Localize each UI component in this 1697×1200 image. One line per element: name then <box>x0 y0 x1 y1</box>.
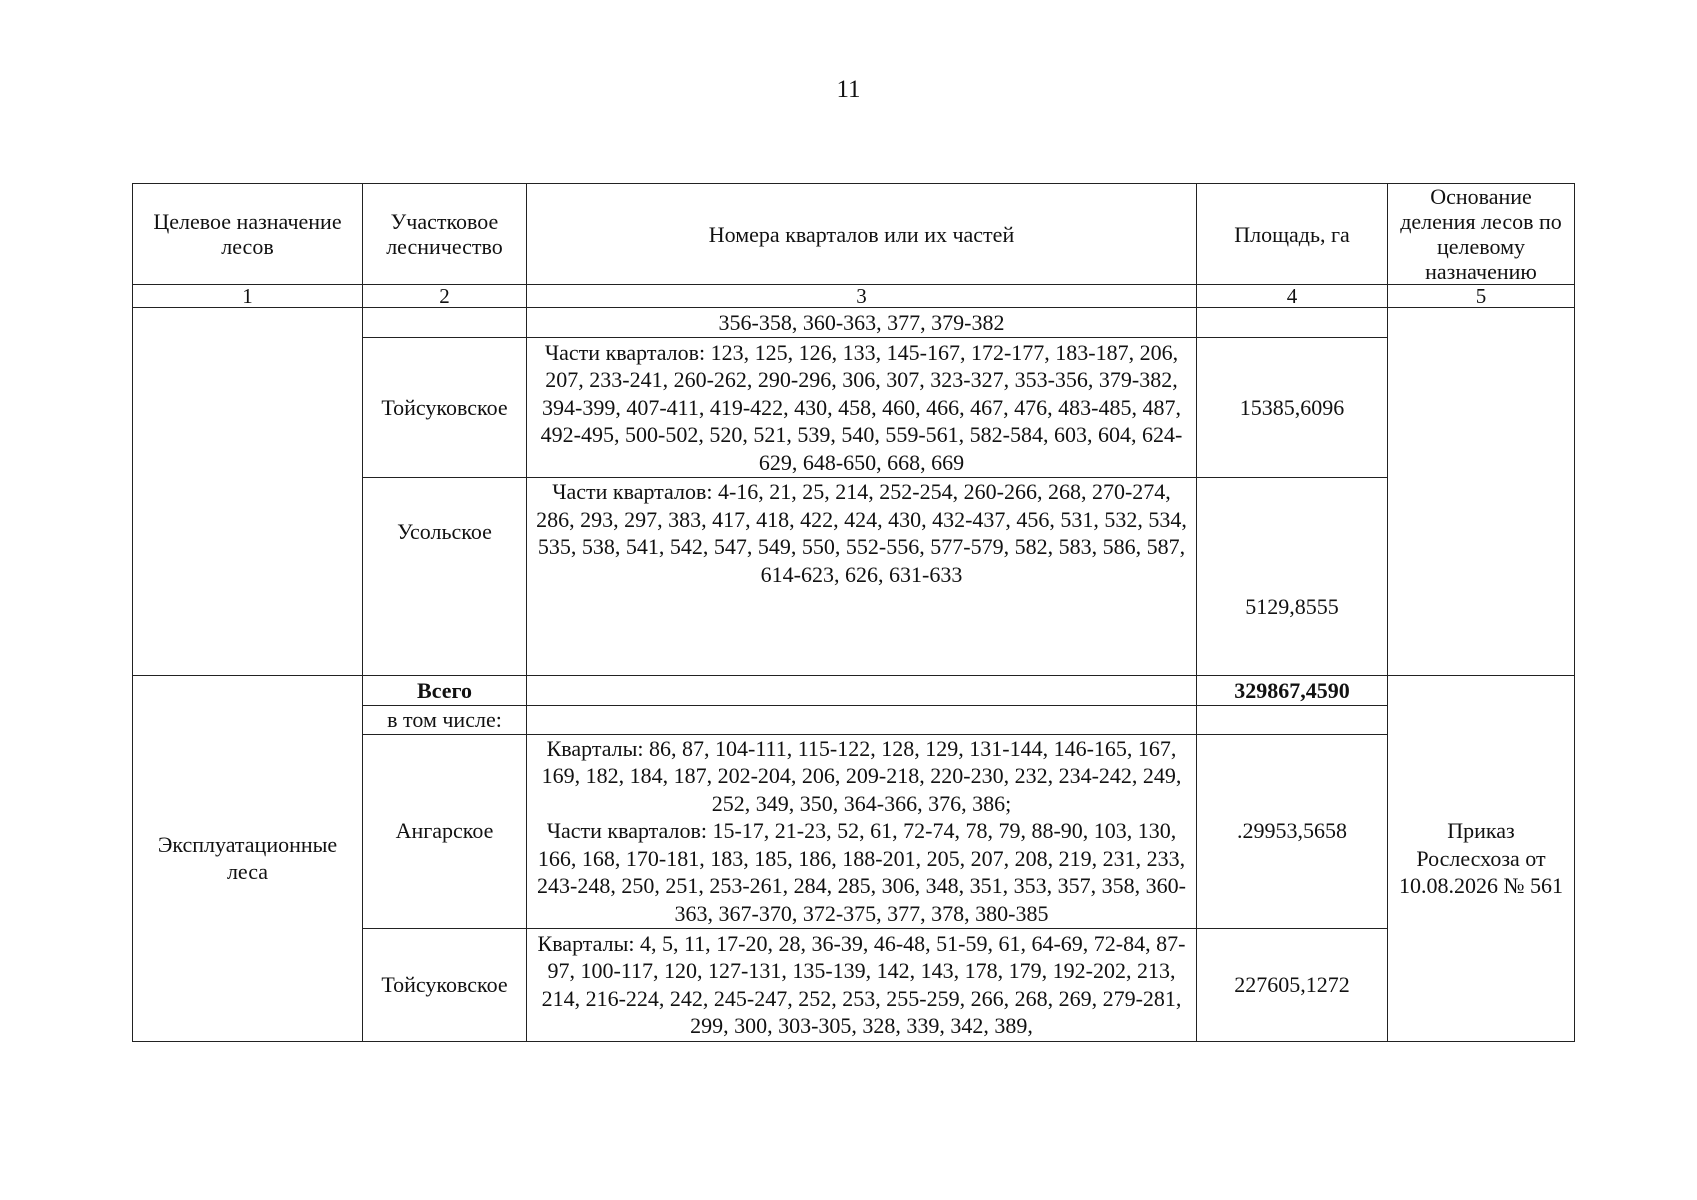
basis-cell-continued <box>1388 308 1575 676</box>
table-header-row <box>133 184 1575 285</box>
district-cell <box>363 308 527 338</box>
area-cell <box>1197 706 1388 735</box>
table-row <box>133 308 1575 338</box>
total-label: Всего <box>363 676 527 706</box>
header-purpose: Целевое назначение лесов <box>133 184 363 285</box>
quarters-cell: Части кварталов: 123, 125, 126, 133, 145-167, 172-177, 183-187, 206, 207, 233-241, 260-262, 290-296, 306, 307, 323-327, 353-356, 379-382, 394-399, 407-411, 419-422, 430, 458, 460, 466, 467, 476, 483-485, 487, 492-495, 500-502, 520, 521, 539, 540, 559-561, 582-584, 603, 604, 624-629, 648-650, 668, 669 <box>527 338 1197 478</box>
forest-division-table <box>132 183 1575 1042</box>
quarters-cell <box>527 734 1197 928</box>
district-cell: Тойсуковское <box>363 928 527 1041</box>
quarters-cell: Кварталы: 4, 5, 11, 17-20, 28, 36-39, 46-48, 51-59, 61, 64-69, 72-84, 87-97, 100-117, 120, 127-131, 135-139, 142, 143, 178, 179, 192-202, 213, 214, 216-224, 242, 245-247, 252, 253, 255-259, 266, 268, 269, 279-281, 299, 300, 303-305, 328, 339, 342, 389, <box>527 928 1197 1041</box>
quarters-cell: Части кварталов: 4-16, 21, 25, 214, 252-254, 260-266, 268, 270-274, 286, 293, 297, 383, 417, 418, 422, 424, 430, 432-437, 456, 531, 532, 534, 535, 538, 541, 542, 547, 549, 550, 552-556, 577-579, 582, 583, 586, 587, 614-623, 626, 631-633 <box>527 478 1197 676</box>
quarters-parts: Части кварталов: 15-17, 21-23, 52, 61, 72-74, 78, 79, 88-90, 103, 130, 166, 168, 170-181, 183, 185, 186, 188-201, 205, 207, 208, 219, 231, 233, 243-248, 250, 251, 253-261, 284, 285, 306, 348, 351, 353, 357, 358, 360-363, 367-370, 372-375, 377, 378, 380-385 <box>537 818 1186 926</box>
column-number: 4 <box>1197 285 1388 308</box>
table-row-total <box>133 676 1575 706</box>
total-area: 329867,4590 <box>1197 676 1388 706</box>
including-label: в том числе: <box>363 706 527 735</box>
column-number: 2 <box>363 285 527 308</box>
area-cell: 227605,1272 <box>1197 928 1388 1041</box>
district-cell: Ангарское <box>363 734 527 928</box>
column-number: 3 <box>527 285 1197 308</box>
quarters-cell <box>527 706 1197 735</box>
quarters-cell <box>527 676 1197 706</box>
district-cell: Усольское <box>363 478 527 676</box>
quarters-cell: 356-358, 360-363, 377, 379-382 <box>527 308 1197 338</box>
area-cell <box>1197 308 1388 338</box>
area-cell: 5129,8555 <box>1197 478 1388 676</box>
purpose-cell: Эксплуатационные леса <box>133 676 363 1042</box>
header-basis: Основание деления лесов по целевому назначению <box>1388 184 1575 285</box>
header-district: Участковое лесничество <box>363 184 527 285</box>
basis-cell: Приказ Рослесхоза от 10.08.2026 № 561 <box>1388 676 1575 1042</box>
header-quarters: Номера кварталов или их частей <box>527 184 1197 285</box>
column-number: 1 <box>133 285 363 308</box>
area-cell: .29953,5658 <box>1197 734 1388 928</box>
quarters-full: Кварталы: 86, 87, 104-111, 115-122, 128, 129, 131-144, 146-165, 167, 169, 182, 184, 187, 202-204, 206, 209-218, 220-230, 232, 234-242, 249, 252, 349, 350, 364-366, 376, 386; <box>541 735 1182 816</box>
purpose-cell-continued <box>133 308 363 676</box>
district-cell: Тойсуковское <box>363 338 527 478</box>
area-cell: 15385,6096 <box>1197 338 1388 478</box>
header-area: Площадь, га <box>1197 184 1388 285</box>
page-number: 11 <box>836 76 861 103</box>
column-number: 5 <box>1388 285 1575 308</box>
column-number-row <box>133 285 1575 308</box>
